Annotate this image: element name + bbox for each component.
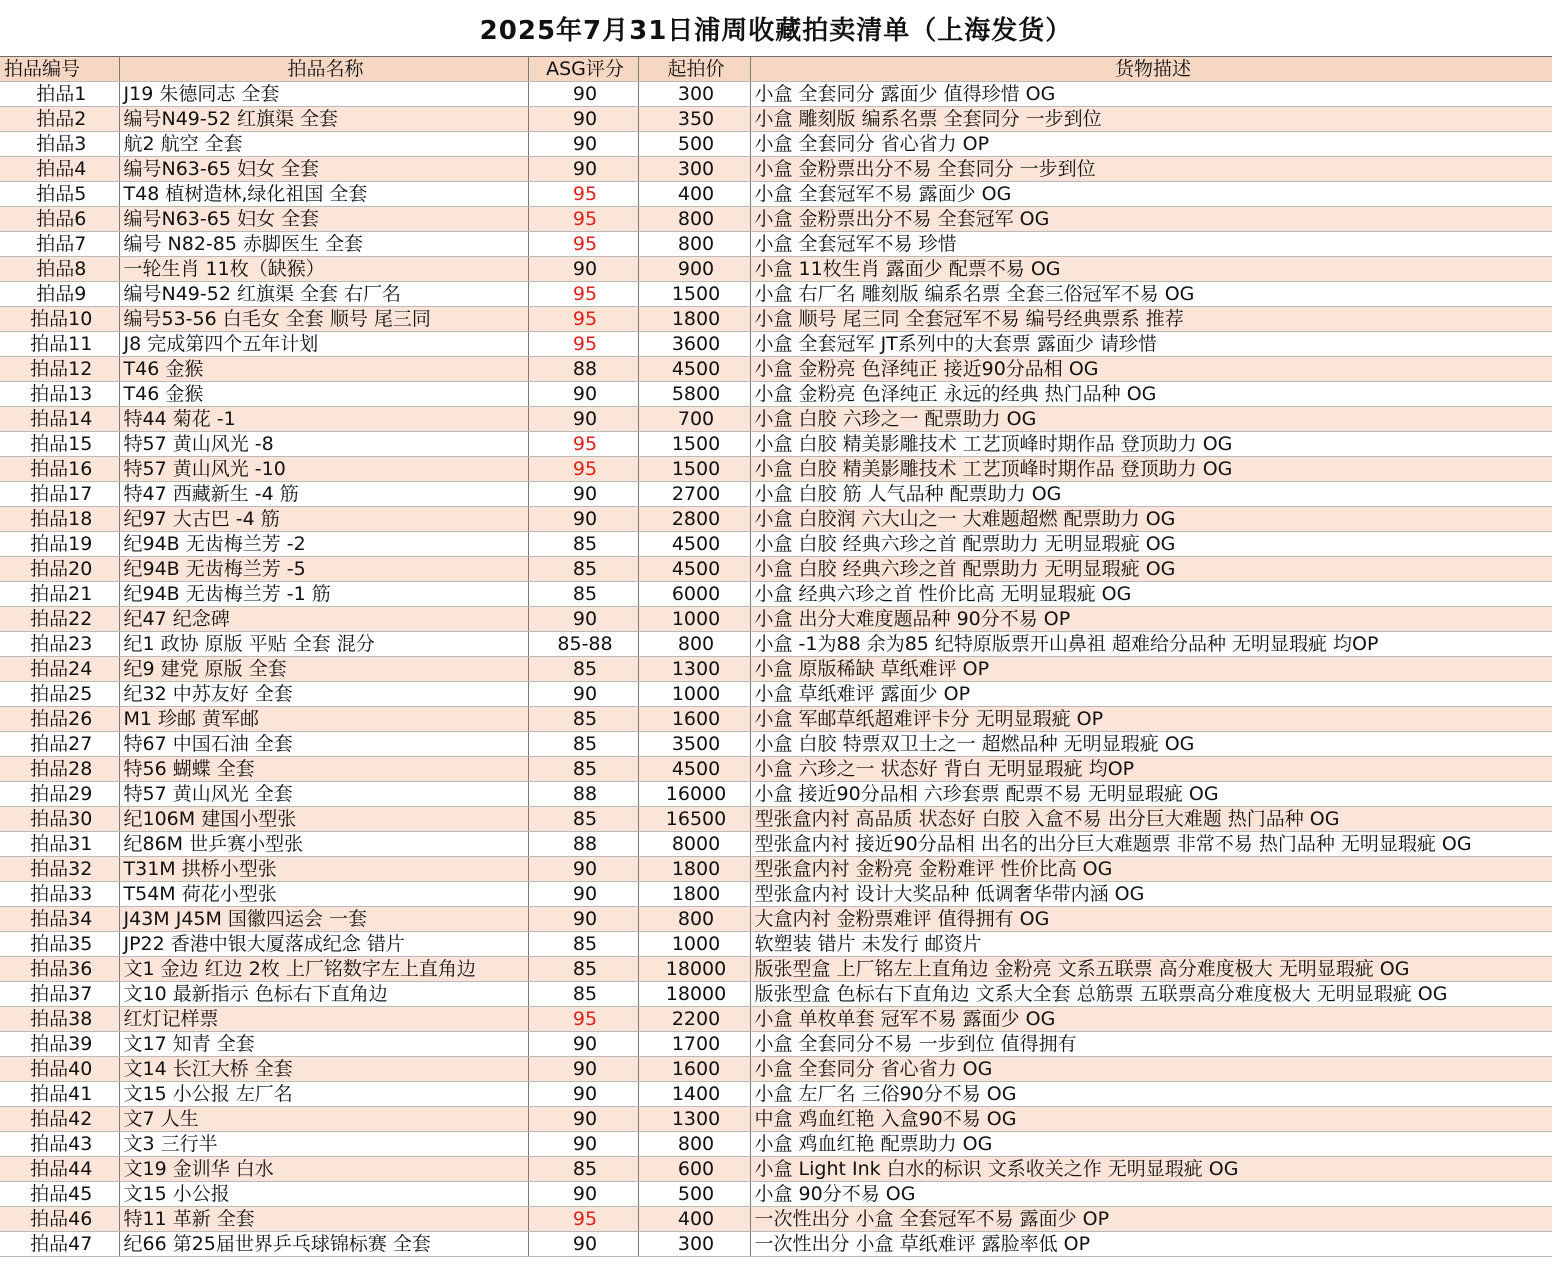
description-cell: 小盒 金粉亮 色泽纯正 永远的经典 热门品种 OG: [750, 382, 1552, 407]
table-row: [0, 307, 1552, 332]
header-lot-name: 拍品名称: [119, 57, 528, 82]
lot-id-cell: 拍品13: [0, 382, 119, 407]
description-cell: 小盒 金粉票出分不易 全套同分 一步到位: [750, 157, 1552, 182]
table-row: [0, 507, 1552, 532]
lot-name-cell: 一轮生肖 11枚（缺猴）: [119, 257, 528, 282]
lot-id-cell: 拍品12: [0, 357, 119, 382]
table-row: [0, 232, 1552, 257]
lot-id-cell: 拍品10: [0, 307, 119, 332]
lot-name-cell: 纪9 建党 原版 全套: [119, 657, 528, 682]
lot-id-cell: 拍品29: [0, 782, 119, 807]
description-cell: 小盒 白胶 经典六珍之首 配票助力 无明显瑕疵 OG: [750, 557, 1552, 582]
lot-id-cell: 拍品11: [0, 332, 119, 357]
description-cell: 小盒 六珍之一 状态好 背白 无明显瑕疵 均OP: [750, 757, 1552, 782]
start-price-cell: 1800: [638, 307, 750, 332]
start-price-cell: 300: [638, 157, 750, 182]
start-price-cell: 800: [638, 1132, 750, 1157]
start-price-cell: 3600: [638, 332, 750, 357]
description-cell: 小盒 全套同分 省心省力 OG: [750, 1057, 1552, 1082]
start-price-cell: 18000: [638, 957, 750, 982]
asg-score-cell: 95: [528, 307, 638, 332]
description-cell: 小盒 金粉亮 色泽纯正 接近90分品相 OG: [750, 357, 1552, 382]
lot-name-cell: 特44 菊花 -1: [119, 407, 528, 432]
lot-name-cell: 编号N49-52 红旗渠 全套: [119, 107, 528, 132]
description-cell: 型张盒内衬 设计大奖品种 低调奢华带内涵 OG: [750, 882, 1552, 907]
asg-score-cell: 90: [528, 907, 638, 932]
description-cell: 小盒 白胶 六珍之一 配票助力 OG: [750, 407, 1552, 432]
asg-score-cell: 95: [528, 432, 638, 457]
description-cell: 大盒内衬 金粉票难评 值得拥有 OG: [750, 907, 1552, 932]
start-price-cell: 1800: [638, 857, 750, 882]
start-price-cell: 8000: [638, 832, 750, 857]
start-price-cell: 2200: [638, 1007, 750, 1032]
table-row: [0, 907, 1552, 932]
table-row: [0, 1007, 1552, 1032]
asg-score-cell: 85: [528, 932, 638, 957]
start-price-cell: 16500: [638, 807, 750, 832]
lot-name-cell: JP22 香港中银大厦落成纪念 错片: [119, 932, 528, 957]
table-row: [0, 1082, 1552, 1107]
lot-id-cell: 拍品34: [0, 907, 119, 932]
lot-name-cell: 文15 小公报: [119, 1182, 528, 1207]
description-cell: 小盒 11枚生肖 露面少 配票不易 OG: [750, 257, 1552, 282]
header-description: 货物描述: [750, 57, 1552, 82]
start-price-cell: 2700: [638, 482, 750, 507]
asg-score-cell: 90: [528, 682, 638, 707]
lot-name-cell: 编号N63-65 妇女 全套: [119, 207, 528, 232]
asg-score-cell: 90: [528, 407, 638, 432]
start-price-cell: 500: [638, 1182, 750, 1207]
asg-score-cell: 90: [528, 507, 638, 532]
start-price-cell: 4500: [638, 357, 750, 382]
table-header-row: [0, 57, 1552, 82]
start-price-cell: 800: [638, 907, 750, 932]
table-row: [0, 1107, 1552, 1132]
description-cell: 小盒 白胶 特票双卫士之一 超燃品种 无明显瑕疵 OG: [750, 732, 1552, 757]
lot-id-cell: 拍品33: [0, 882, 119, 907]
table-row: [0, 182, 1552, 207]
lot-name-cell: 纪86M 世乒赛小型张: [119, 832, 528, 857]
asg-score-cell: 85: [528, 532, 638, 557]
description-cell: 小盒 90分不易 OG: [750, 1182, 1552, 1207]
table-row: [0, 957, 1552, 982]
asg-score-cell: 85: [528, 807, 638, 832]
lot-id-cell: 拍品4: [0, 157, 119, 182]
lot-id-cell: 拍品21: [0, 582, 119, 607]
description-cell: 小盒 全套同分 露面少 值得珍惜 OG: [750, 82, 1552, 107]
start-price-cell: 16000: [638, 782, 750, 807]
lot-id-cell: 拍品38: [0, 1007, 119, 1032]
start-price-cell: 1700: [638, 1032, 750, 1057]
description-cell: 小盒 雕刻版 编系名票 全套同分 一步到位: [750, 107, 1552, 132]
lot-id-cell: 拍品28: [0, 757, 119, 782]
description-cell: 小盒 金粉票出分不易 全套冠军 OG: [750, 207, 1552, 232]
start-price-cell: 1600: [638, 1057, 750, 1082]
header-start-price: 起拍价: [638, 57, 750, 82]
asg-score-cell: 85: [528, 957, 638, 982]
description-cell: 小盒 -1为88 余为85 纪特原版票开山鼻祖 超难给分品种 无明显瑕疵 均OP: [750, 632, 1552, 657]
table-row: [0, 1032, 1552, 1057]
description-cell: 型张盒内衬 金粉亮 金粉难评 性价比高 OG: [750, 857, 1552, 882]
table-row: [0, 707, 1552, 732]
description-cell: 小盒 全套同分 省心省力 OP: [750, 132, 1552, 157]
asg-score-cell: 90: [528, 482, 638, 507]
lot-id-cell: 拍品27: [0, 732, 119, 757]
table-row: [0, 807, 1552, 832]
asg-score-cell: 85: [528, 557, 638, 582]
lot-name-cell: 纪66 第25届世界乒乓球锦标赛 全套: [119, 1232, 528, 1257]
lot-id-cell: 拍品37: [0, 982, 119, 1007]
asg-score-cell: 90: [528, 1107, 638, 1132]
lot-name-cell: 文1 金边 红边 2枚 上厂铭数字左上直角边: [119, 957, 528, 982]
description-cell: 小盒 军邮草纸超难评卡分 无明显瑕疵 OP: [750, 707, 1552, 732]
table-row: [0, 657, 1552, 682]
lot-name-cell: 文14 长江大桥 全套: [119, 1057, 528, 1082]
start-price-cell: 600: [638, 1157, 750, 1182]
lot-name-cell: 纪106M 建国小型张: [119, 807, 528, 832]
table-row: [0, 432, 1552, 457]
lot-name-cell: 文15 小公报 左厂名: [119, 1082, 528, 1107]
table-row: [0, 332, 1552, 357]
table-row: [0, 557, 1552, 582]
lot-id-cell: 拍品31: [0, 832, 119, 857]
lot-name-cell: 编号53-56 白毛女 全套 顺号 尾三同: [119, 307, 528, 332]
start-price-cell: 1800: [638, 882, 750, 907]
lot-name-cell: 编号N49-52 红旗渠 全套 右厂名: [119, 282, 528, 307]
lot-name-cell: T46 金猴: [119, 382, 528, 407]
start-price-cell: 800: [638, 232, 750, 257]
lot-name-cell: 特67 中国石油 全套: [119, 732, 528, 757]
lot-id-cell: 拍品30: [0, 807, 119, 832]
start-price-cell: 1000: [638, 607, 750, 632]
start-price-cell: 800: [638, 632, 750, 657]
description-cell: 小盒 接近90分品相 六珍套票 配票不易 无明显瑕疵 OG: [750, 782, 1552, 807]
asg-score-cell: 90: [528, 1132, 638, 1157]
table-row: [0, 582, 1552, 607]
auction-table: [0, 57, 1552, 1257]
table-row: [0, 607, 1552, 632]
asg-score-cell: 88: [528, 782, 638, 807]
start-price-cell: 5800: [638, 382, 750, 407]
asg-score-cell: 85: [528, 732, 638, 757]
description-cell: 小盒 顺号 尾三同 全套冠军不易 编号经典票系 推荐: [750, 307, 1552, 332]
table-row: [0, 1182, 1552, 1207]
lot-id-cell: 拍品46: [0, 1207, 119, 1232]
lot-name-cell: 航2 航空 全套: [119, 132, 528, 157]
table-row: [0, 407, 1552, 432]
asg-score-cell: 95: [528, 332, 638, 357]
lot-id-cell: 拍品32: [0, 857, 119, 882]
lot-name-cell: T46 金猴: [119, 357, 528, 382]
asg-score-cell: 95: [528, 1207, 638, 1232]
lot-name-cell: 文19 金训华 白水: [119, 1157, 528, 1182]
lot-name-cell: 红灯记样票: [119, 1007, 528, 1032]
lot-name-cell: 编号N63-65 妇女 全套: [119, 157, 528, 182]
description-cell: 型张盒内衬 高品质 状态好 白胶 入盒不易 出分巨大难题 热门品种 OG: [750, 807, 1552, 832]
asg-score-cell: 85: [528, 757, 638, 782]
lot-name-cell: 纪1 政协 原版 平贴 全套 混分: [119, 632, 528, 657]
lot-id-cell: 拍品43: [0, 1132, 119, 1157]
lot-name-cell: T48 植树造林,绿化祖国 全套: [119, 182, 528, 207]
description-cell: 小盒 经典六珍之首 性价比高 无明显瑕疵 OG: [750, 582, 1552, 607]
table-row: [0, 257, 1552, 282]
lot-id-cell: 拍品16: [0, 457, 119, 482]
asg-score-cell: 95: [528, 1007, 638, 1032]
table-row: [0, 757, 1552, 782]
lot-name-cell: 文7 人生: [119, 1107, 528, 1132]
lot-id-cell: 拍品14: [0, 407, 119, 432]
description-cell: 小盒 出分大难度题品种 90分不易 OP: [750, 607, 1552, 632]
lot-id-cell: 拍品1: [0, 82, 119, 107]
lot-id-cell: 拍品26: [0, 707, 119, 732]
table-row: [0, 1207, 1552, 1232]
start-price-cell: 6000: [638, 582, 750, 607]
description-cell: 一次性出分 小盒 全套冠军不易 露面少 OP: [750, 1207, 1552, 1232]
lot-id-cell: 拍品39: [0, 1032, 119, 1057]
table-row: [0, 882, 1552, 907]
lot-name-cell: 特57 黄山风光 全套: [119, 782, 528, 807]
description-cell: 小盒 鸡血红艳 配票助力 OG: [750, 1132, 1552, 1157]
header-asg-score: ASG评分: [528, 57, 638, 82]
asg-score-cell: 95: [528, 182, 638, 207]
table-row: [0, 157, 1552, 182]
start-price-cell: 300: [638, 82, 750, 107]
description-cell: 版张型盒 色标右下直角边 文系大全套 总筋票 五联票高分难度极大 无明显瑕疵 OG: [750, 982, 1552, 1007]
asg-score-cell: 85-88: [528, 632, 638, 657]
lot-id-cell: 拍品44: [0, 1157, 119, 1182]
start-price-cell: 4500: [638, 532, 750, 557]
lot-name-cell: 特57 黄山风光 -10: [119, 457, 528, 482]
description-cell: 小盒 右厂名 雕刻版 编系名票 全套三俗冠军不易 OG: [750, 282, 1552, 307]
asg-score-cell: 90: [528, 132, 638, 157]
asg-score-cell: 88: [528, 832, 638, 857]
table-row: [0, 782, 1552, 807]
table-row: [0, 1132, 1552, 1157]
description-cell: 小盒 原版稀缺 草纸难评 OP: [750, 657, 1552, 682]
table-row: [0, 382, 1552, 407]
lot-id-cell: 拍品19: [0, 532, 119, 557]
description-cell: 小盒 白胶润 六大山之一 大难题超燃 配票助力 OG: [750, 507, 1552, 532]
description-cell: 小盒 白胶 精美影雕技术 工艺顶峰时期作品 登顶助力 OG: [750, 457, 1552, 482]
lot-id-cell: 拍品3: [0, 132, 119, 157]
asg-score-cell: 95: [528, 207, 638, 232]
description-cell: 小盒 单枚单套 冠军不易 露面少 OG: [750, 1007, 1552, 1032]
lot-name-cell: 纪47 纪念碑: [119, 607, 528, 632]
table-row: [0, 632, 1552, 657]
lot-id-cell: 拍品45: [0, 1182, 119, 1207]
description-cell: 小盒 全套同分不易 一步到位 值得拥有: [750, 1032, 1552, 1057]
table-row: [0, 982, 1552, 1007]
start-price-cell: 1300: [638, 657, 750, 682]
description-cell: 小盒 白胶 经典六珍之首 配票助力 无明显瑕疵 OG: [750, 532, 1552, 557]
start-price-cell: 400: [638, 1207, 750, 1232]
table-row: [0, 532, 1552, 557]
description-cell: 软塑装 错片 未发行 邮资片: [750, 932, 1552, 957]
description-cell: 小盒 全套冠军 JT系列中的大套票 露面少 请珍惜: [750, 332, 1552, 357]
start-price-cell: 1500: [638, 457, 750, 482]
asg-score-cell: 90: [528, 1182, 638, 1207]
asg-score-cell: 90: [528, 157, 638, 182]
lot-id-cell: 拍品41: [0, 1082, 119, 1107]
lot-name-cell: 纪94B 无齿梅兰芳 -2: [119, 532, 528, 557]
description-cell: 小盒 全套冠军不易 露面少 OG: [750, 182, 1552, 207]
lot-name-cell: 纪94B 无齿梅兰芳 -1 筋: [119, 582, 528, 607]
lot-id-cell: 拍品22: [0, 607, 119, 632]
lot-id-cell: 拍品47: [0, 1232, 119, 1257]
table-row: [0, 357, 1552, 382]
table-row: [0, 1232, 1552, 1257]
start-price-cell: 1300: [638, 1107, 750, 1132]
lot-name-cell: T31M 拱桥小型张: [119, 857, 528, 882]
description-cell: 版张型盒 上厂铭左上直角边 金粉亮 文系五联票 高分难度极大 无明显瑕疵 OG: [750, 957, 1552, 982]
lot-id-cell: 拍品7: [0, 232, 119, 257]
asg-score-cell: 95: [528, 232, 638, 257]
asg-score-cell: 90: [528, 107, 638, 132]
page-title: 2025年7月31日浦周收藏拍卖清单（上海发货）: [0, 0, 1552, 57]
lot-name-cell: T54M 荷花小型张: [119, 882, 528, 907]
asg-score-cell: 85: [528, 707, 638, 732]
lot-name-cell: 特11 革新 全套: [119, 1207, 528, 1232]
lot-name-cell: 编号 N82-85 赤脚医生 全套: [119, 232, 528, 257]
lot-id-cell: 拍品36: [0, 957, 119, 982]
lot-name-cell: 文3 三行半: [119, 1132, 528, 1157]
start-price-cell: 400: [638, 182, 750, 207]
start-price-cell: 300: [638, 1232, 750, 1257]
asg-score-cell: 95: [528, 282, 638, 307]
description-cell: 小盒 Light Ink 白水的标识 文系收关之作 无明显瑕疵 OG: [750, 1157, 1552, 1182]
table-row: [0, 832, 1552, 857]
asg-score-cell: 90: [528, 1082, 638, 1107]
lot-name-cell: J19 朱德同志 全套: [119, 82, 528, 107]
table-row: [0, 682, 1552, 707]
asg-score-cell: 90: [528, 857, 638, 882]
lot-name-cell: 特57 黄山风光 -8: [119, 432, 528, 457]
description-cell: 小盒 全套冠军不易 珍惜: [750, 232, 1552, 257]
start-price-cell: 800: [638, 207, 750, 232]
table-row: [0, 132, 1552, 157]
asg-score-cell: 90: [528, 607, 638, 632]
asg-score-cell: 90: [528, 82, 638, 107]
table-row: [0, 932, 1552, 957]
table-row: [0, 857, 1552, 882]
lot-id-cell: 拍品5: [0, 182, 119, 207]
description-cell: 小盒 草纸难评 露面少 OP: [750, 682, 1552, 707]
asg-score-cell: 85: [528, 982, 638, 1007]
asg-score-cell: 90: [528, 1032, 638, 1057]
lot-id-cell: 拍品9: [0, 282, 119, 307]
start-price-cell: 4500: [638, 557, 750, 582]
start-price-cell: 4500: [638, 757, 750, 782]
lot-name-cell: 文17 知青 全套: [119, 1032, 528, 1057]
start-price-cell: 18000: [638, 982, 750, 1007]
start-price-cell: 1500: [638, 432, 750, 457]
description-cell: 小盒 左厂名 三俗90分不易 OG: [750, 1082, 1552, 1107]
lot-id-cell: 拍品2: [0, 107, 119, 132]
start-price-cell: 350: [638, 107, 750, 132]
lot-name-cell: 纪32 中苏友好 全套: [119, 682, 528, 707]
table-row: [0, 282, 1552, 307]
description-cell: 小盒 白胶 精美影雕技术 工艺顶峰时期作品 登顶助力 OG: [750, 432, 1552, 457]
lot-name-cell: J8 完成第四个五年计划: [119, 332, 528, 357]
asg-score-cell: 90: [528, 1232, 638, 1257]
lot-name-cell: 文10 最新指示 色标右下直角边: [119, 982, 528, 1007]
asg-score-cell: 95: [528, 457, 638, 482]
table-row: [0, 732, 1552, 757]
lot-id-cell: 拍品24: [0, 657, 119, 682]
table-body: [0, 82, 1552, 1257]
lot-name-cell: J43M J45M 国徽四运会 一套: [119, 907, 528, 932]
start-price-cell: 1400: [638, 1082, 750, 1107]
description-cell: 型张盒内衬 接近90分品相 出名的出分巨大难题票 非常不易 热门品种 无明显瑕疵 OG: [750, 832, 1552, 857]
lot-id-cell: 拍品42: [0, 1107, 119, 1132]
start-price-cell: 700: [638, 407, 750, 432]
table-row: [0, 207, 1552, 232]
lot-id-cell: 拍品8: [0, 257, 119, 282]
start-price-cell: 2800: [638, 507, 750, 532]
asg-score-cell: 90: [528, 382, 638, 407]
asg-score-cell: 90: [528, 882, 638, 907]
table-row: [0, 82, 1552, 107]
start-price-cell: 500: [638, 132, 750, 157]
lot-name-cell: 特56 蝴蝶 全套: [119, 757, 528, 782]
lot-id-cell: 拍品35: [0, 932, 119, 957]
asg-score-cell: 85: [528, 582, 638, 607]
lot-name-cell: M1 珍邮 黄军邮: [119, 707, 528, 732]
lot-id-cell: 拍品15: [0, 432, 119, 457]
lot-id-cell: 拍品23: [0, 632, 119, 657]
description-cell: 小盒 白胶 筋 人气品种 配票助力 OG: [750, 482, 1552, 507]
lot-id-cell: 拍品40: [0, 1057, 119, 1082]
asg-score-cell: 85: [528, 657, 638, 682]
asg-score-cell: 90: [528, 257, 638, 282]
lot-id-cell: 拍品18: [0, 507, 119, 532]
start-price-cell: 1000: [638, 682, 750, 707]
asg-score-cell: 85: [528, 1157, 638, 1182]
lot-id-cell: 拍品20: [0, 557, 119, 582]
lot-id-cell: 拍品6: [0, 207, 119, 232]
lot-id-cell: 拍品17: [0, 482, 119, 507]
start-price-cell: 900: [638, 257, 750, 282]
lot-name-cell: 纪97 大古巴 -4 筋: [119, 507, 528, 532]
table-row: [0, 457, 1552, 482]
lot-name-cell: 纪94B 无齿梅兰芳 -5: [119, 557, 528, 582]
start-price-cell: 3500: [638, 732, 750, 757]
asg-score-cell: 88: [528, 357, 638, 382]
lot-name-cell: 特47 西藏新生 -4 筋: [119, 482, 528, 507]
table-row: [0, 1157, 1552, 1182]
table-row: [0, 107, 1552, 132]
table-row: [0, 1057, 1552, 1082]
start-price-cell: 1000: [638, 932, 750, 957]
header-lot-id: 拍品编号: [0, 57, 119, 82]
asg-score-cell: 90: [528, 1057, 638, 1082]
lot-id-cell: 拍品25: [0, 682, 119, 707]
start-price-cell: 1600: [638, 707, 750, 732]
description-cell: 中盒 鸡血红艳 入盒90不易 OG: [750, 1107, 1552, 1132]
description-cell: 一次性出分 小盒 草纸难评 露脸率低 OP: [750, 1232, 1552, 1257]
table-row: [0, 482, 1552, 507]
start-price-cell: 1500: [638, 282, 750, 307]
